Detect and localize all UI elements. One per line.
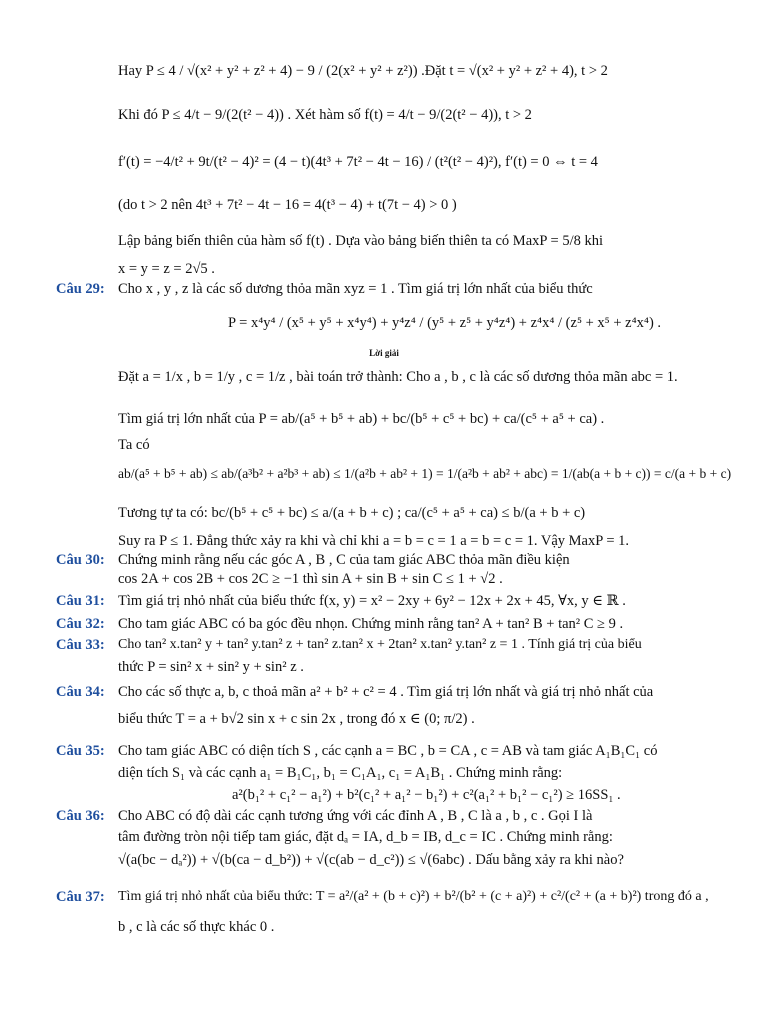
question-29-solution-4: ab/(a⁵ + b⁵ + ab) ≤ ab/(a³b² + a²b³ + ab) ≤ 1/(a²b + ab² + 1) = 1/(a²b + ab² + abc) = 1/(ab(a + b + c)) = c/(a + b + c) bbox=[118, 466, 732, 481]
question-31-label: Câu 31: bbox=[56, 593, 105, 609]
question-35-text-2: diện tích S₁ và các cạnh a₁ = B₁C₁, b₁ = C₁A₁, c₁ = A₁B₁ . Chứng minh rằng: bbox=[118, 765, 563, 781]
question-36-text-1: Cho ABC có độ dài các cạnh tương ứng với các đỉnh A , B , C là a , b , c . Gọi I là bbox=[118, 808, 593, 824]
question-32-label: Câu 32: bbox=[56, 616, 105, 632]
question-29-formula: P = x⁴y⁴ / (x⁵ + y⁵ + x⁴y⁴) + y⁴z⁴ / (y⁵ + z⁵ + y⁴z⁴) + z⁴x⁴ / (z⁵ + x⁵ + z⁴x⁴) . bbox=[228, 315, 662, 331]
question-30-text-1: Chứng minh rằng nếu các góc A , B , C của tam giác ABC thỏa mãn điều kiện bbox=[118, 552, 570, 568]
question-33-text-1: Cho tan² x.tan² y + tan² y.tan² z + tan² z.tan² x + 2tan² x.tan² y.tan² z = 1 . Tính giá trị của biểu bbox=[118, 637, 642, 652]
solution-line-5: Lập bảng biến thiên của hàm số f(t) . Dựa vào bảng biến thiên ta có MaxP = 5/8 khi bbox=[118, 233, 604, 249]
question-36-label: Câu 36: bbox=[56, 808, 105, 824]
solution-line-4: (do t > 2 nên 4t³ + 7t² − 4t − 16 = 4(t³ − 4) + t(7t − 4) > 0 ) bbox=[118, 197, 457, 213]
question-29-text: Cho x , y , z là các số dương thỏa mãn xyz = 1 . Tìm giá trị lớn nhất của biểu thức bbox=[118, 281, 593, 297]
question-29-solution-3: Ta có bbox=[118, 437, 150, 453]
question-35-formula: a²(b₁² + c₁² − a₁²) + b²(c₁² + a₁² − b₁²) + c²(a₁² + b₁² − c₁²) ≥ 16SS₁ . bbox=[232, 787, 621, 803]
question-34-label: Câu 34: bbox=[56, 684, 105, 700]
question-29-solution-5: Tương tự ta có: bc/(b⁵ + c⁵ + bc) ≤ a/(a + b + c) ; ca/(c⁵ + a⁵ + ca) ≤ b/(a + b + c) bbox=[118, 505, 586, 521]
question-33-label: Câu 33: bbox=[56, 637, 105, 653]
question-34-text-2: biểu thức T = a + b√2 sin x + c sin 2x , trong đó x ∈ (0; π/2) . bbox=[118, 711, 475, 727]
question-30-label: Câu 30: bbox=[56, 552, 105, 568]
question-37-text-2: b , c là các số thực khác 0 . bbox=[118, 919, 275, 935]
question-30-text-2: cos 2A + cos 2B + cos 2C ≥ −1 thì sin A + sin B + sin C ≤ 1 + √2 . bbox=[118, 571, 503, 587]
question-29-solution-2: Tìm giá trị lớn nhất của P = ab/(a⁵ + b⁵ + ab) + bc/(b⁵ + c⁵ + bc) + ca/(c⁵ + a⁵ + ca) . bbox=[118, 411, 605, 427]
question-33-text-2: thức P = sin² x + sin² y + sin² z . bbox=[118, 659, 304, 675]
question-36-text-3: √(a(bc − dₐ²)) + √(b(ca − d_b²)) + √(c(ab − d_c²)) ≤ √(6abc) . Dấu bằng xảy ra khi nào? bbox=[118, 852, 624, 868]
question-32-text: Cho tam giác ABC có ba góc đều nhọn. Chứng minh rằng tan² A + tan² B + tan² C ≥ 9 . bbox=[118, 616, 624, 632]
solution-line-6: x = y = z = 2√5 . bbox=[118, 261, 215, 277]
solution-line-3: f′(t) = −4/t² + 9t/(t² − 4)² = (4 − t)(4t³ + 7t² − 4t − 16) / (t²(t² − 4)²), f′(t) = 0 ⇔ t = 4 bbox=[118, 154, 598, 170]
solution-line-2: Khi đó P ≤ 4/t − 9/(2(t² − 4)) . Xét hàm số f(t) = 4/t − 9/(2(t² − 4)), t > 2 bbox=[118, 107, 532, 123]
question-37-label: Câu 37: bbox=[56, 889, 105, 905]
question-29-solution-1: Đặt a = 1/x , b = 1/y , c = 1/z , bài toán trở thành: Cho a , b , c là các số dương thỏa mãn abc = 1. bbox=[118, 369, 678, 385]
question-34-text-1: Cho các số thực a, b, c thoả mãn a² + b² + c² = 4 . Tìm giá trị lớn nhất và giá trị nhỏ nhất của bbox=[118, 684, 654, 700]
solution-heading: Lời giải bbox=[369, 348, 399, 358]
question-31-text: Tìm giá trị nhỏ nhất của biểu thức f(x, y) = x² − 2xy + 6y² − 12x + 2x + 45, ∀x, y ∈ ℝ . bbox=[118, 593, 626, 609]
question-29-solution-6: Suy ra P ≤ 1. Đẳng thức xảy ra khi và chỉ khi a = b = c = 1 a = b = c = 1. Vậy MaxP = 1. bbox=[118, 533, 630, 549]
solution-line-1: Hay P ≤ 4 / √(x² + y² + z² + 4) − 9 / (2(x² + y² + z²)) .Đặt t = √(x² + y² + z² + 4), t > 2 bbox=[118, 63, 608, 79]
question-35-text-1: Cho tam giác ABC có diện tích S , các cạnh a = BC , b = CA , c = AB và tam giác A₁B₁C₁ có bbox=[118, 743, 658, 759]
question-37-text-1: Tìm giá trị nhỏ nhất của biểu thức: T = a²/(a² + (b + c)²) + b²/(b² + (c + a)²) + c²/(c² + (a + b)²) trong đó a , bbox=[118, 889, 709, 904]
question-35-label: Câu 35: bbox=[56, 743, 105, 759]
question-36-text-2: tâm đường tròn nội tiếp tam giác, đặt dₐ = IA, d_b = IB, d_c = IC . Chứng minh rằng: bbox=[118, 829, 613, 845]
question-29-label: Câu 29: bbox=[56, 281, 105, 297]
